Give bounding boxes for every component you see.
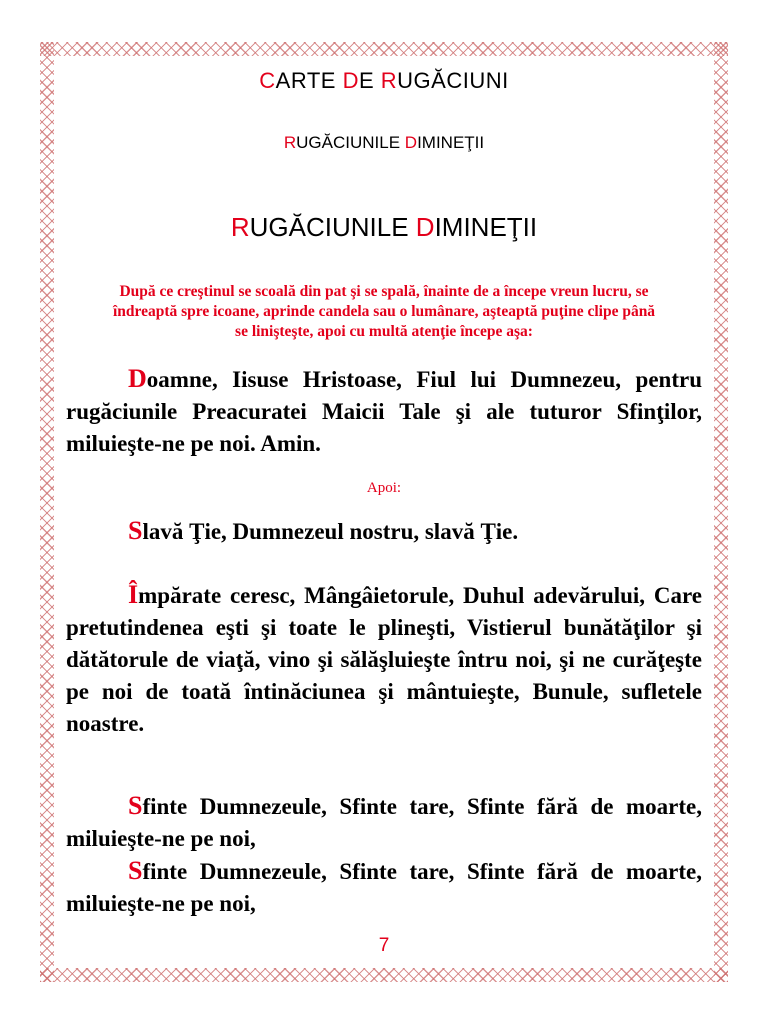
main-title: RUGĂCIUNILE DIMINEŢII [230,212,538,242]
prayer-paragraph: Împărate ceresc, Mângâietorule, Duhul adevărului, Care pretutindenea eşti şi toate le plineşti, Vistierul bunătăţilor şi dătătorule de viaţă, vino şi sălăşluieşte întru noi, şi ne curăţeşte pe noi de toată întinăciunea şi mântuieşte, Bunule, sufletele noastre. [66,580,702,736]
intro-rubric: După ce creştinul se scoală din pat şi se spală, înainte de a începe vreun lucru, se îndreaptă spre icoane, aprinde candela sau o lumânare, aşteaptă puţine clipe până se linişteşte, apoi cu multă atenţie începe aşa: [112,283,656,340]
drop-initial: S [128,516,143,545]
prayer-paragraph: Slavă Ţie, Dumnezeul nostru, slavă Ţie. [128,516,519,545]
decorative-border-bottom [40,968,728,982]
rubric-apoi: Apoi: [366,480,402,496]
drop-initial: S [128,791,143,820]
drop-initial: Î [128,580,139,609]
drop-initial: S [128,856,143,885]
drop-initial: D [128,364,147,393]
section-title: RUGĂCIUNILE DIMINEŢII [283,133,485,152]
prayer-paragraph: Sfinte Dumnezeule, Sfinte tare, Sfinte fără de moarte, miluieşte-ne pe noi, Sfinte Dumnezeule, Sfinte tare, Sfinte fără de moarte, miluieşte-ne pe noi, [66,791,702,916]
page-number: 7 [378,935,390,956]
decorative-border-top [40,42,728,56]
decorative-border-right [714,42,728,982]
book-title: CARTE DE RUGĂCIUNI [259,68,509,93]
prayer-paragraph: Doamne, Iisuse Hristoase, Fiul lui Dumnezeu, pentru rugăciunile Preacuratei Maicii Tale şi ale tuturor Sfinţilor, miluieşte-ne pe noi. Amin. [66,364,702,456]
decorative-border-left [40,42,54,982]
